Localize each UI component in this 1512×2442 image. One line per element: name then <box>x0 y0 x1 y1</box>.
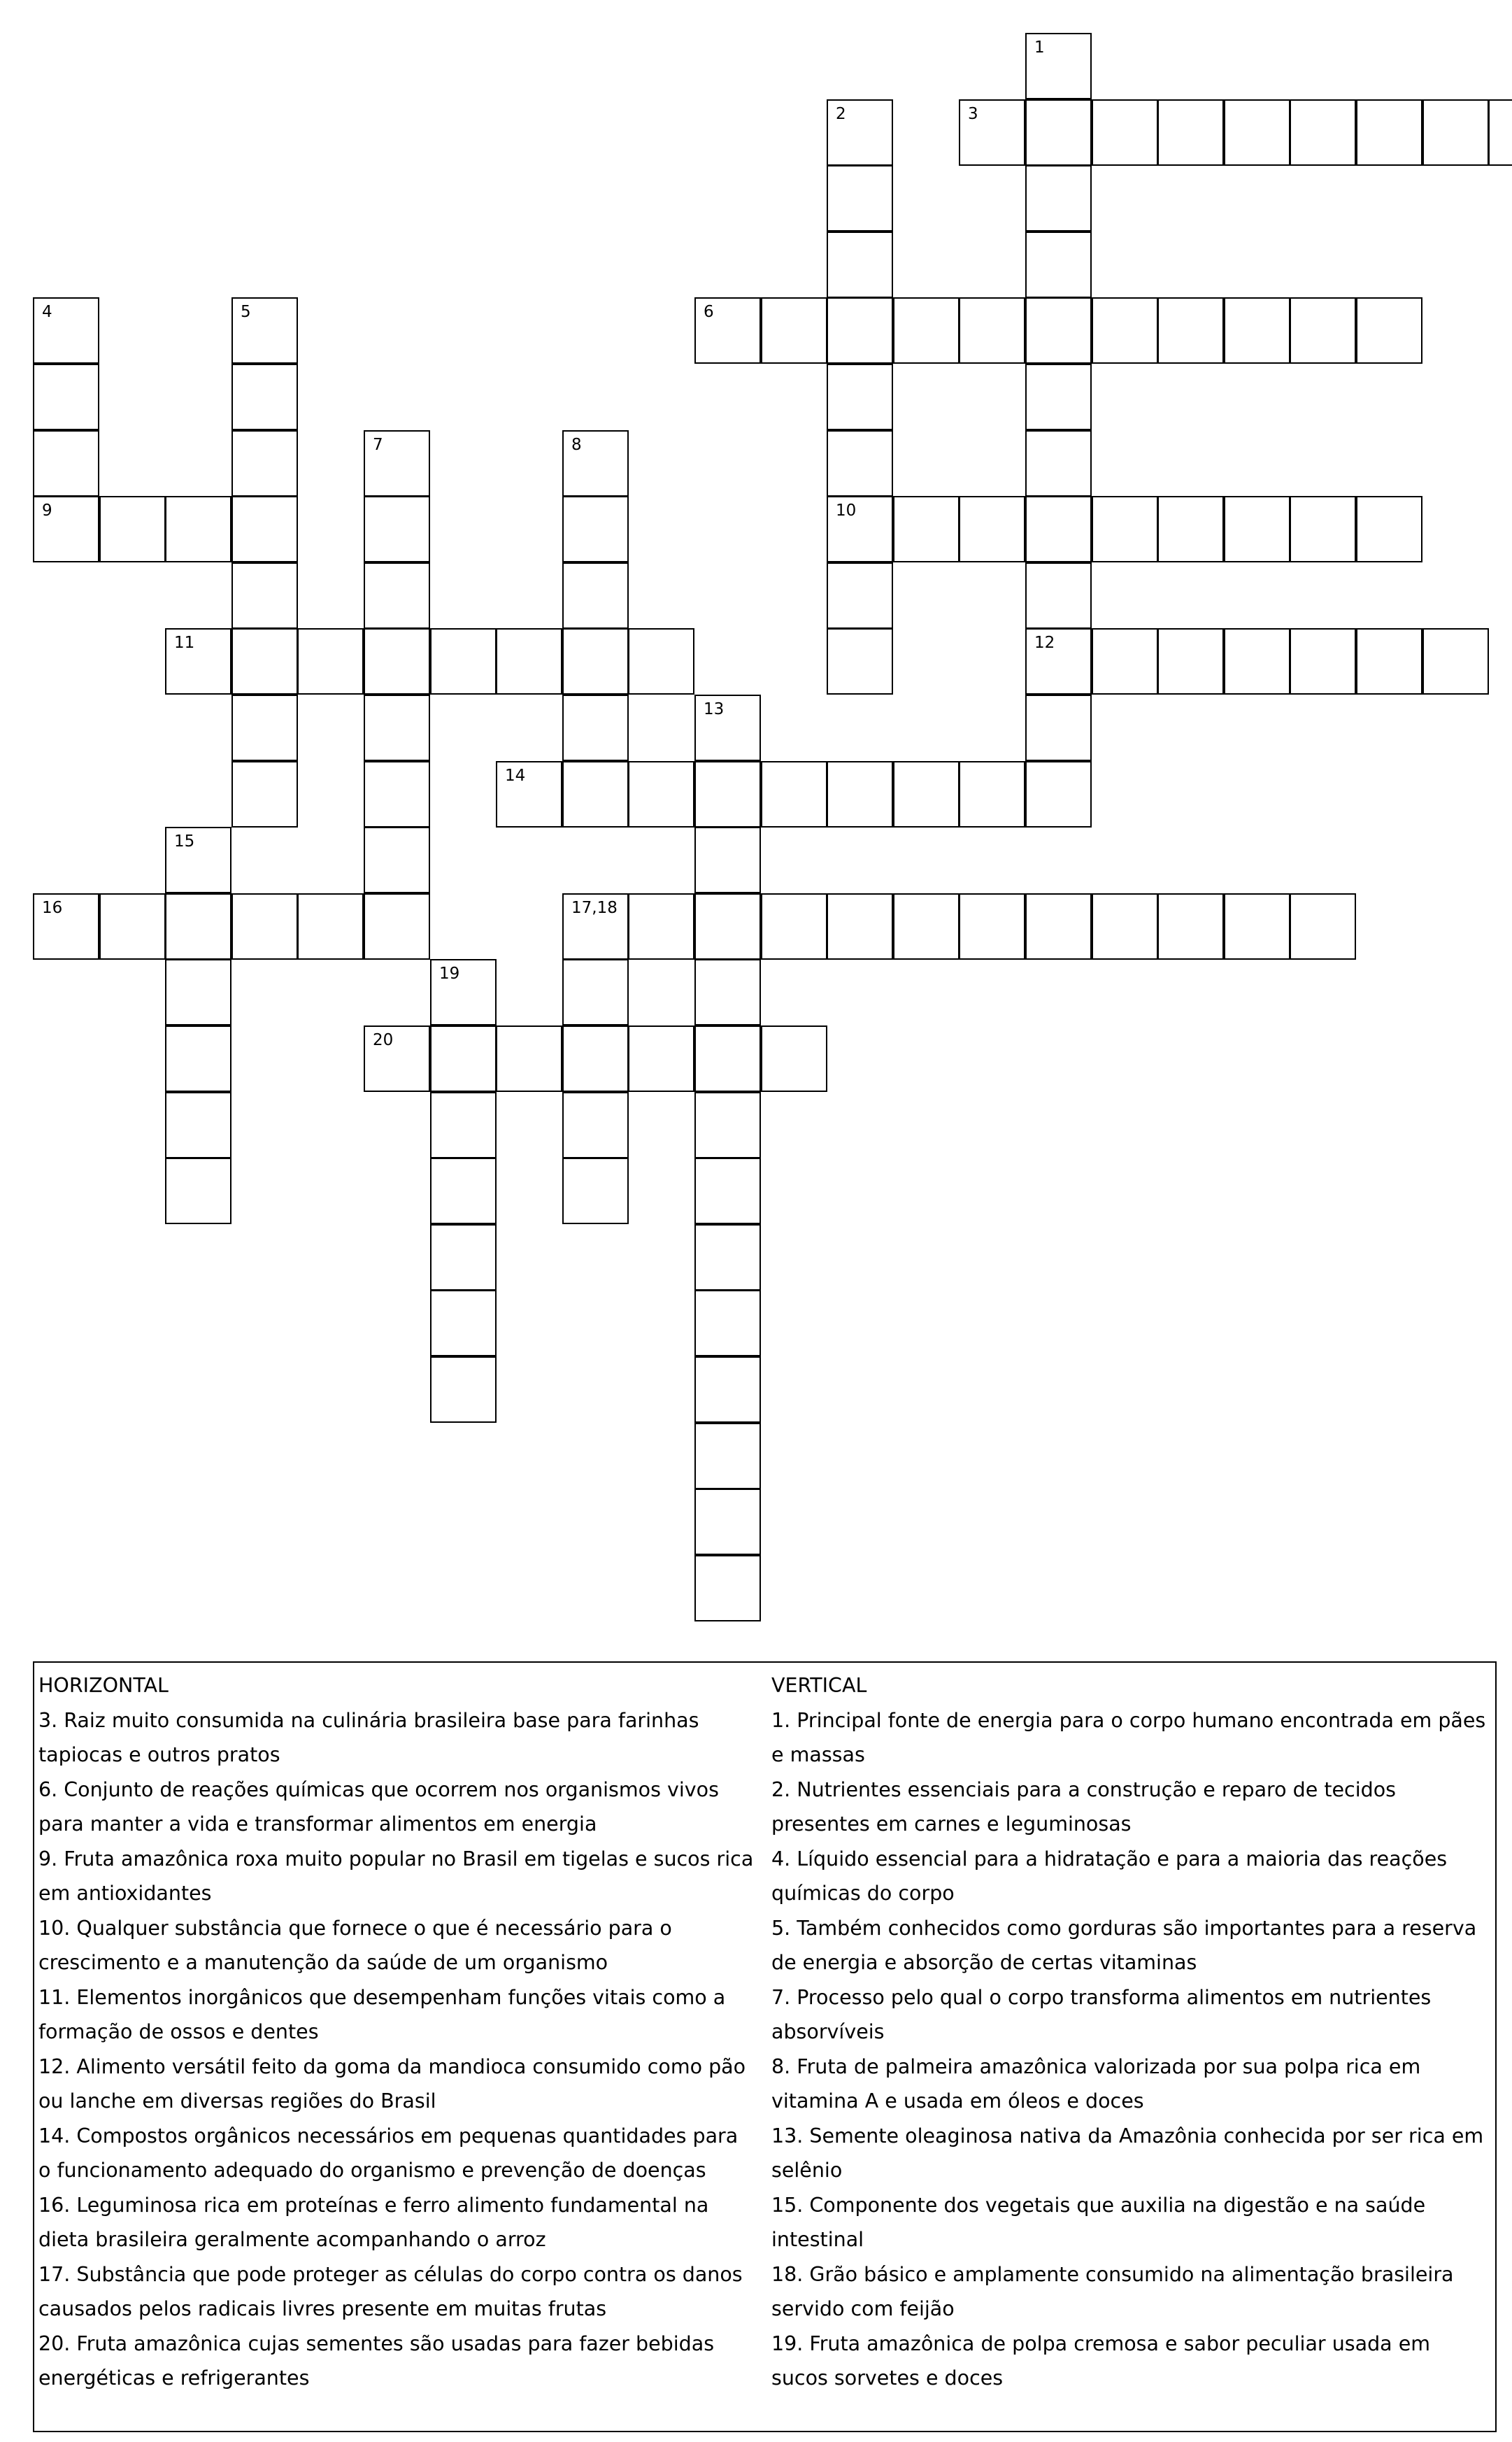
crossword-cell[interactable] <box>827 761 893 828</box>
crossword-cell[interactable] <box>959 496 1025 562</box>
clue-number: 15 <box>174 832 195 851</box>
crossword-cell[interactable] <box>1025 695 1092 761</box>
horizontal-clue: 16. Leguminosa rica em proteínas e ferro alimento fundamental na dieta brasileira geralmente acompanhando o arroz <box>38 2193 709 2251</box>
crossword-cell[interactable] <box>694 1555 761 1621</box>
crossword-cell[interactable] <box>694 1423 761 1489</box>
horizontal-clue: 12. Alimento versátil feito da goma da mandioca consumido como pão ou lanche em diversas regiões do Brasil <box>38 2054 746 2113</box>
crossword-cell[interactable] <box>628 893 694 960</box>
crossword-cell[interactable] <box>1025 99 1092 166</box>
crossword-cell[interactable] <box>761 893 827 960</box>
crossword-cell[interactable] <box>694 1489 761 1555</box>
clues-box <box>33 1661 1497 2432</box>
crossword-cell[interactable] <box>165 1158 231 1224</box>
crossword-cell[interactable] <box>628 761 694 828</box>
clue-number: 9 <box>42 502 52 520</box>
crossword-cell[interactable] <box>430 1025 497 1092</box>
crossword-cell[interactable] <box>33 496 99 562</box>
horizontal-clues-column <box>38 1668 755 2396</box>
crossword-cell[interactable] <box>694 297 761 364</box>
vertical-clue: 15. Componente dos vegetais que auxilia na digestão e na saúde intestinal <box>771 2193 1426 2251</box>
horizontal-clue: 17. Substância que pode proteger as células do corpo contra os danos causados pelos radicais livres presente em muitas frutas <box>38 2262 743 2320</box>
crossword-cell[interactable] <box>562 959 629 1025</box>
crossword-cell[interactable] <box>430 959 497 1025</box>
crossword-cell[interactable] <box>364 496 430 562</box>
crossword-cell[interactable] <box>1290 99 1356 166</box>
clue-number: 16 <box>42 899 63 917</box>
crossword-cell[interactable] <box>165 827 231 893</box>
horizontal-clue: 14. Compostos orgânicos necessários em pequenas quantidades para o funcionamento adequado do organismo e prevenção de doenças <box>38 2124 739 2182</box>
crossword-cell[interactable] <box>430 1224 497 1291</box>
crossword-cell[interactable] <box>1157 628 1224 695</box>
vertical-clue: 5. Também conhecidos como gorduras são importantes para a reserva de energia e absorção de certas vitaminas <box>771 1916 1477 1974</box>
crossword-cell[interactable] <box>1290 893 1356 960</box>
crossword-cell[interactable] <box>430 1092 497 1158</box>
crossword-cell[interactable] <box>364 893 430 960</box>
crossword-cell[interactable] <box>430 1356 497 1423</box>
vertical-clue: 8. Fruta de palmeira amazônica valorizada por sua polpa rica em vitamina A e usada em óleos e doces <box>771 2054 1421 2113</box>
crossword-cell[interactable] <box>1025 232 1092 298</box>
crossword-cell[interactable] <box>761 761 827 828</box>
crossword-cell[interactable] <box>1025 893 1092 960</box>
crossword-cell[interactable] <box>562 628 629 695</box>
crossword-cell[interactable] <box>1157 893 1224 960</box>
crossword-cell[interactable] <box>1025 165 1092 232</box>
crossword-cell[interactable] <box>893 496 960 562</box>
clue-number: 17,18 <box>571 899 618 917</box>
crossword-cell[interactable] <box>364 827 430 893</box>
clue-number: 6 <box>704 303 714 321</box>
crossword-cell[interactable] <box>165 496 231 562</box>
vertical-title: VERTICAL <box>771 1674 867 1697</box>
crossword-cell[interactable] <box>694 959 761 1025</box>
crossword-cell[interactable] <box>694 827 761 893</box>
crossword-cell[interactable] <box>33 430 99 497</box>
crossword-cell[interactable] <box>1488 99 1512 166</box>
clue-number: 14 <box>505 767 526 785</box>
clue-number: 1 <box>1034 38 1045 57</box>
horizontal-clue: 6. Conjunto de reações químicas que ocorrem nos organismos vivos para manter a vida e transformar alimentos em energia <box>38 1777 719 1836</box>
crossword-cell[interactable] <box>430 628 497 695</box>
crossword-cell[interactable] <box>1290 297 1356 364</box>
horizontal-clue: 10. Qualquer substância que fornece o que é necessário para o crescimento e a manutenção da saúde de um organismo <box>38 1916 672 1974</box>
crossword-cell[interactable] <box>827 562 893 629</box>
crossword-cell[interactable] <box>893 893 960 960</box>
crossword-cell[interactable] <box>1356 99 1422 166</box>
crossword-cell[interactable] <box>1025 628 1092 695</box>
crossword-cell[interactable] <box>1025 562 1092 629</box>
crossword-cell[interactable] <box>959 761 1025 828</box>
crossword-cell[interactable] <box>1356 297 1422 364</box>
crossword-cell[interactable] <box>1025 496 1092 562</box>
crossword-cell[interactable] <box>1224 628 1290 695</box>
crossword-cell[interactable] <box>1224 496 1290 562</box>
crossword-cell[interactable] <box>959 99 1025 166</box>
clue-number: 19 <box>439 965 460 983</box>
clue-number: 12 <box>1034 634 1055 652</box>
crossword-cell[interactable] <box>694 1290 761 1356</box>
crossword-cell[interactable] <box>1224 99 1290 166</box>
crossword-cell[interactable] <box>1092 628 1158 695</box>
crossword-cell[interactable] <box>165 1025 231 1092</box>
crossword-cell[interactable] <box>827 496 893 562</box>
vertical-clue: 7. Processo pelo qual o corpo transforma alimentos em nutrientes absorvíveis <box>771 1985 1432 2043</box>
crossword-cell[interactable] <box>1025 430 1092 497</box>
crossword-cell[interactable] <box>827 364 893 430</box>
clue-number: 4 <box>42 303 52 321</box>
crossword-cell[interactable] <box>1092 297 1158 364</box>
crossword-cell[interactable] <box>827 893 893 960</box>
horizontal-clue: 11. Elementos inorgânicos que desempenham funções vitais como a formação de ossos e dentes <box>38 1985 726 2043</box>
crossword-cell[interactable] <box>165 628 231 695</box>
crossword-cell[interactable] <box>694 1092 761 1158</box>
crossword-cell[interactable] <box>165 959 231 1025</box>
crossword-cell[interactable] <box>1157 297 1224 364</box>
clue-number: 13 <box>704 700 725 718</box>
crossword-cell[interactable] <box>165 1092 231 1158</box>
crossword-cell[interactable] <box>1356 496 1422 562</box>
crossword-cell[interactable] <box>231 695 298 761</box>
crossword-cell[interactable] <box>1025 297 1092 364</box>
crossword-cell[interactable] <box>562 1158 629 1224</box>
crossword-cell[interactable] <box>297 893 364 960</box>
horizontal-clue: 3. Raiz muito consumida na culinária brasileira base para farinhas tapiocas e outros pratos <box>38 1708 699 1766</box>
crossword-cell[interactable] <box>231 297 298 364</box>
crossword-cell[interactable] <box>628 628 694 695</box>
crossword-cell[interactable] <box>761 1025 827 1092</box>
crossword-cell[interactable] <box>496 1025 562 1092</box>
crossword-cell[interactable] <box>496 761 562 828</box>
vertical-clue: 1. Principal fonte de energia para o corpo humano encontrada em pães e massas <box>771 1708 1486 1766</box>
clue-number: 20 <box>373 1031 394 1049</box>
crossword-cell[interactable] <box>628 1025 694 1092</box>
crossword-cell[interactable] <box>1290 496 1356 562</box>
clue-number: 2 <box>836 105 846 123</box>
crossword-cell[interactable] <box>562 430 629 497</box>
crossword-cell[interactable] <box>231 628 298 695</box>
crossword-cell[interactable] <box>1224 297 1290 364</box>
crossword-cell[interactable] <box>1025 33 1092 99</box>
crossword-cell[interactable] <box>1025 761 1092 828</box>
crossword-cell[interactable] <box>430 1290 497 1356</box>
crossword-cell[interactable] <box>562 496 629 562</box>
crossword-cell[interactable] <box>959 893 1025 960</box>
crossword-cell[interactable] <box>827 297 893 364</box>
crossword-cell[interactable] <box>33 364 99 430</box>
crossword-cell[interactable] <box>231 562 298 629</box>
crossword-cell[interactable] <box>562 893 629 960</box>
clue-number: 7 <box>373 436 383 454</box>
crossword-cell[interactable] <box>694 893 761 960</box>
horizontal-clue: 9. Fruta amazônica roxa muito popular no Brasil em tigelas e sucos rica em antioxidantes <box>38 1847 754 1905</box>
vertical-clue: 2. Nutrientes essenciais para a construção e reparo de tecidos presentes em carnes e leguminosas <box>771 1777 1397 1836</box>
clue-number: 8 <box>571 436 582 454</box>
crossword-cell[interactable] <box>694 1025 761 1092</box>
crossword-cell[interactable] <box>231 430 298 497</box>
crossword-cell[interactable] <box>562 695 629 761</box>
crossword-cell[interactable] <box>99 496 166 562</box>
horizontal-title: HORIZONTAL <box>38 1674 169 1697</box>
crossword-cell[interactable] <box>33 893 99 960</box>
crossword-cell[interactable] <box>827 165 893 232</box>
crossword-cell[interactable] <box>364 1025 430 1092</box>
crossword-cell[interactable] <box>827 628 893 695</box>
crossword-cell[interactable] <box>364 562 430 629</box>
crossword-cell[interactable] <box>297 628 364 695</box>
crossword-cell[interactable] <box>1092 893 1158 960</box>
crossword-cell[interactable] <box>694 761 761 828</box>
crossword-cell[interactable] <box>231 761 298 828</box>
crossword-cell[interactable] <box>562 1025 629 1092</box>
crossword-cell[interactable] <box>694 695 761 761</box>
crossword-cell[interactable] <box>827 232 893 298</box>
crossword-cell[interactable] <box>761 297 827 364</box>
crossword-cell[interactable] <box>430 1158 497 1224</box>
crossword-cell[interactable] <box>1422 99 1489 166</box>
crossword-cell[interactable] <box>99 893 166 960</box>
crossword-cell[interactable] <box>694 1356 761 1423</box>
crossword-cell[interactable] <box>893 761 960 828</box>
crossword-cell[interactable] <box>827 99 893 166</box>
crossword-cell[interactable] <box>364 695 430 761</box>
crossword-cell[interactable] <box>231 364 298 430</box>
crossword-cell[interactable] <box>893 297 960 364</box>
clue-number: 3 <box>968 105 978 123</box>
crossword-cell[interactable] <box>1025 364 1092 430</box>
crossword-cell[interactable] <box>1224 893 1290 960</box>
crossword-cell[interactable] <box>694 1158 761 1224</box>
vertical-clues-column <box>771 1668 1488 2396</box>
crossword-cell[interactable] <box>1356 628 1422 695</box>
vertical-clue: 13. Semente oleaginosa nativa da Amazônia conhecida por ser rica em selênio <box>771 2124 1484 2182</box>
crossword-cell[interactable] <box>562 1092 629 1158</box>
crossword-cell[interactable] <box>364 430 430 497</box>
crossword-cell[interactable] <box>165 893 231 960</box>
clue-number: 5 <box>241 303 251 321</box>
crossword-cell[interactable] <box>1157 496 1224 562</box>
crossword-cell[interactable] <box>827 430 893 497</box>
clue-number: 11 <box>174 634 195 652</box>
crossword-cell[interactable] <box>562 562 629 629</box>
vertical-clue: 18. Grão básico e amplamente consumido na alimentação brasileira servido com feijão <box>771 2262 1454 2320</box>
crossword-cell[interactable] <box>562 761 629 828</box>
crossword-cell[interactable] <box>1290 628 1356 695</box>
crossword-cell[interactable] <box>1092 496 1158 562</box>
crossword-cell[interactable] <box>959 297 1025 364</box>
vertical-clue: 4. Líquido essencial para a hidratação e para a maioria das reações químicas do corpo <box>771 1847 1448 1905</box>
crossword-cell[interactable] <box>33 297 99 364</box>
horizontal-clue: 20. Fruta amazônica cujas sementes são usadas para fazer bebidas energéticas e refrigerantes <box>38 2331 715 2390</box>
crossword-cell[interactable] <box>694 1224 761 1291</box>
crossword-cell[interactable] <box>1092 99 1158 166</box>
crossword-cell[interactable] <box>364 761 430 828</box>
crossword-cell[interactable] <box>1157 99 1224 166</box>
clue-number: 10 <box>836 502 857 520</box>
crossword-cell[interactable] <box>1422 628 1489 695</box>
vertical-clue: 19. Fruta amazônica de polpa cremosa e sabor peculiar usada em sucos sorvetes e doces <box>771 2331 1430 2390</box>
crossword-cell[interactable] <box>364 628 430 695</box>
crossword-cell[interactable] <box>496 628 562 695</box>
crossword-cell[interactable] <box>231 893 298 960</box>
crossword-cell[interactable] <box>231 496 298 562</box>
